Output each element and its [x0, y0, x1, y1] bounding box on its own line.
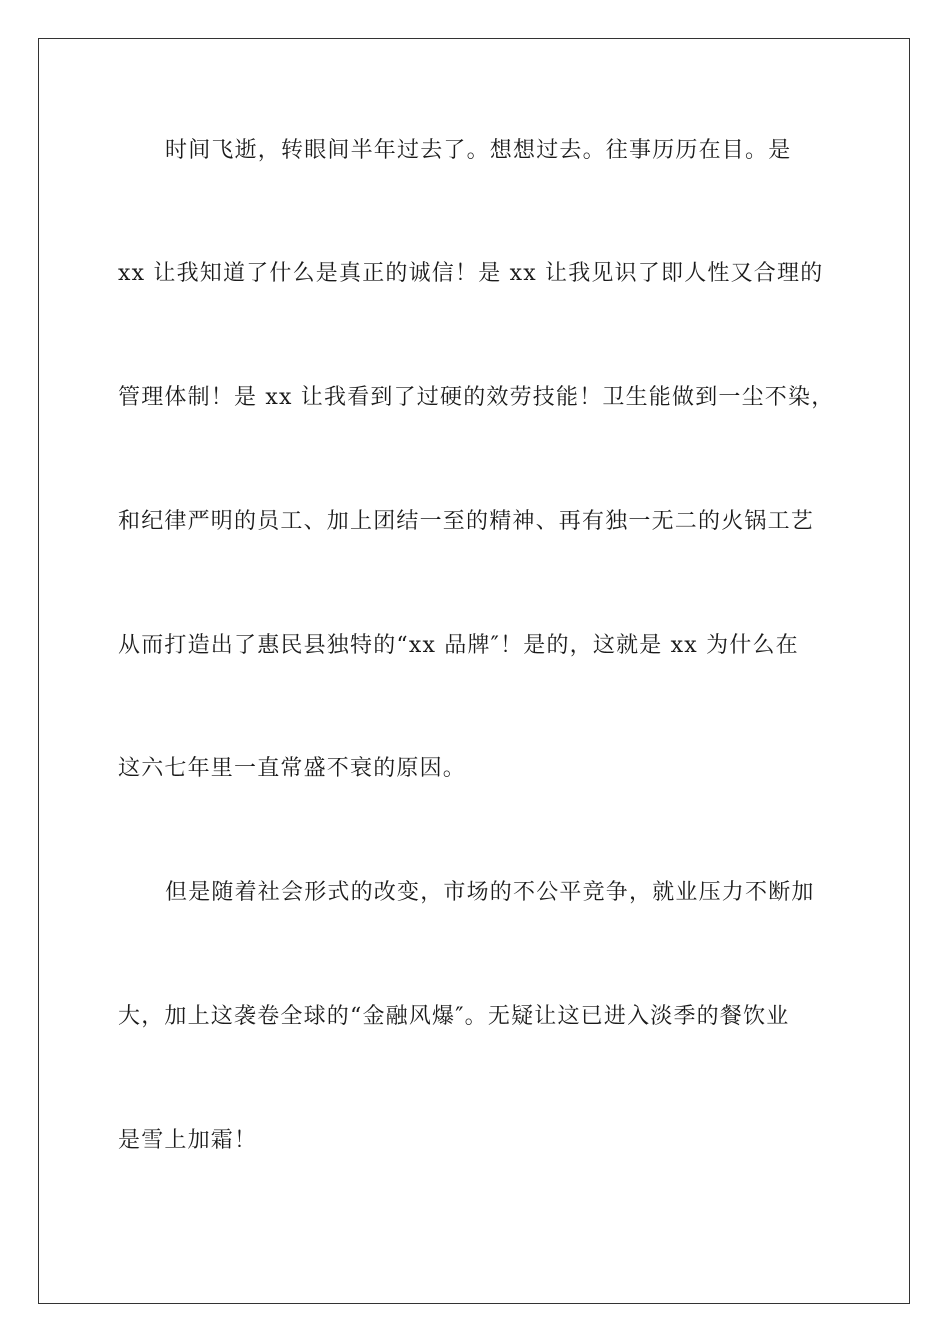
- paragraph-2-line-2: 大，加上这袭卷全球的“金融风爆″。无疑让这已进入淡季的餐饮业: [118, 1004, 790, 1029]
- paragraph-2-line-1: 但是随着社会形式的改变，市场的不公平竞争，就业压力不断加: [165, 880, 815, 905]
- paragraph-1-line-2: xx 让我知道了什么是真正的诚信！是 xx 让我见识了即人性又合理的: [118, 261, 824, 286]
- paragraph-1-line-3: 管理体制！是 xx 让我看到了过硬的效劳技能！卫生能做到一尘不染，: [118, 385, 835, 410]
- paragraph-1-line-4: 和纪律严明的员工、加上团结一至的精神、再有独一无二的火锅工艺: [118, 509, 815, 534]
- page-border: [38, 38, 910, 1304]
- paragraph-2-line-3: 是雪上加霜！: [118, 1128, 258, 1153]
- paragraph-1-line-1: 时间飞逝，转眼间半年过去了。想想过去。往事历历在目。是: [165, 138, 792, 163]
- paragraph-1-line-6: 这六七年里一直常盛不衰的原因。: [118, 756, 467, 781]
- paragraph-1-line-5: 从而打造出了惠民县独特的“xx 品牌″！是的，这就是 xx 为什么在: [118, 633, 799, 658]
